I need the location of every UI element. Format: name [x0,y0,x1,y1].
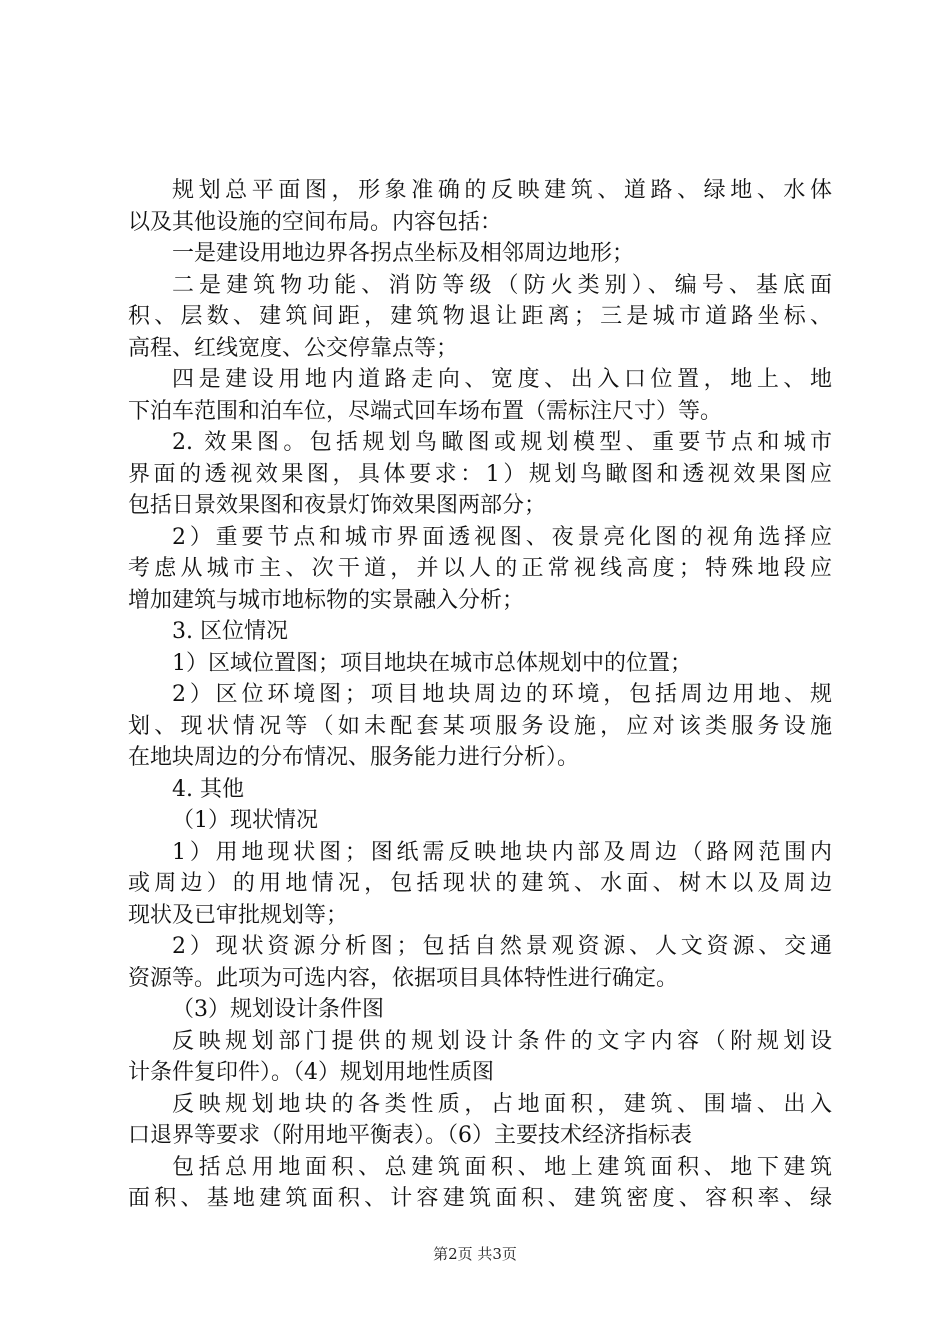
text-line: 3. 区位情况 [172,619,288,644]
text-line: 资源等。此项为可选内容，依据项目具体特性进行确定。 [128,965,679,991]
text-line: 界面的透视效果图，具体要求：1）规划鸟瞰图和透视效果图应 [128,461,832,487]
text-line: 2. 效果图。包括规划鸟瞰图或规划模型、重要节点和城市 [172,430,832,455]
text-line: 面积、基地建筑面积、计容建筑面积、建筑密度、容积率、绿 [128,1186,832,1211]
text-line: 反映规划部门提供的规划设计条件的文字内容（附规划设 [172,1028,832,1054]
text-line: 包括日景效果图和夜景灯饰效果图两部分； [128,493,547,518]
text-line: （1）现状情况 [172,808,318,833]
text-line: 下泊车范围和泊车位，尽端式回车场布置（需标注尺寸）等。 [128,398,723,424]
document-body [128,175,832,1215]
page-footer: 第2页 共3页 [433,1245,517,1263]
text-line: 二是建筑物功能、消防等级（防火类别）、编号、基底面 [172,272,832,298]
text-line: 1）区域位置图；项目地块在城市总体规划中的位置； [172,650,692,676]
text-line: 1）用地现状图；图纸需反映地块内部及周边（路网范围内 [172,839,832,865]
text-line: 2）重要节点和城市界面透视图、夜景亮化图的视角选择应 [172,524,832,550]
text-line: 包括总用地面积、总建筑面积、地上建筑面积、地下建筑 [172,1154,832,1180]
text-line: 反映规划地块的各类性质，占地面积，建筑、围墙、出入 [172,1091,832,1117]
text-line: 2）现状资源分析图；包括自然景观资源、人文资源、交通 [172,934,832,959]
text-line: 2）区位环境图；项目地块周边的环境，包括周边用地、规 [172,682,832,707]
text-line: 高程、红线宽度、公交停靠点等； [128,335,459,361]
text-line: 一是建设用地边界各拐点坐标及相邻周边地形； [172,241,635,266]
text-line: 四是建设用地内道路走向、宽度、出入口位置，地上、地 [172,367,832,392]
text-line: （3）规划设计条件图 [172,997,384,1022]
text-line: 划、现状情况等（如未配套某项服务设施，应对该类服务设施 [128,713,832,739]
text-line: 规划总平面图，形象准确的反映建筑、道路、绿地、水体 [172,178,832,203]
text-line: 考虑从城市主、次干道，并以人的正常视线高度；特殊地段应 [128,556,832,581]
text-line: 4. 其他 [172,776,244,802]
text-line: 计条件复印件）。（4）规划用地性质图 [128,1060,494,1085]
text-line: 积、层数、建筑间距，建筑物退让距离；三是城市道路坐标、 [128,304,832,329]
text-line: 口退界等要求（附用地平衡表）。（6）主要技术经济指标表 [128,1123,692,1148]
text-line: 或周边）的用地情况，包括现状的建筑、水面、树木以及周边 [128,871,832,896]
text-line: 现状及已审批规划等； [128,902,349,928]
text-line: 以及其他设施的空间布局。内容包括： [128,209,503,235]
text-line: 在地块周边的分布情况、服务能力进行分析）。 [128,745,580,770]
text-line: 增加建筑与城市地标物的实景融入分析； [128,587,525,613]
